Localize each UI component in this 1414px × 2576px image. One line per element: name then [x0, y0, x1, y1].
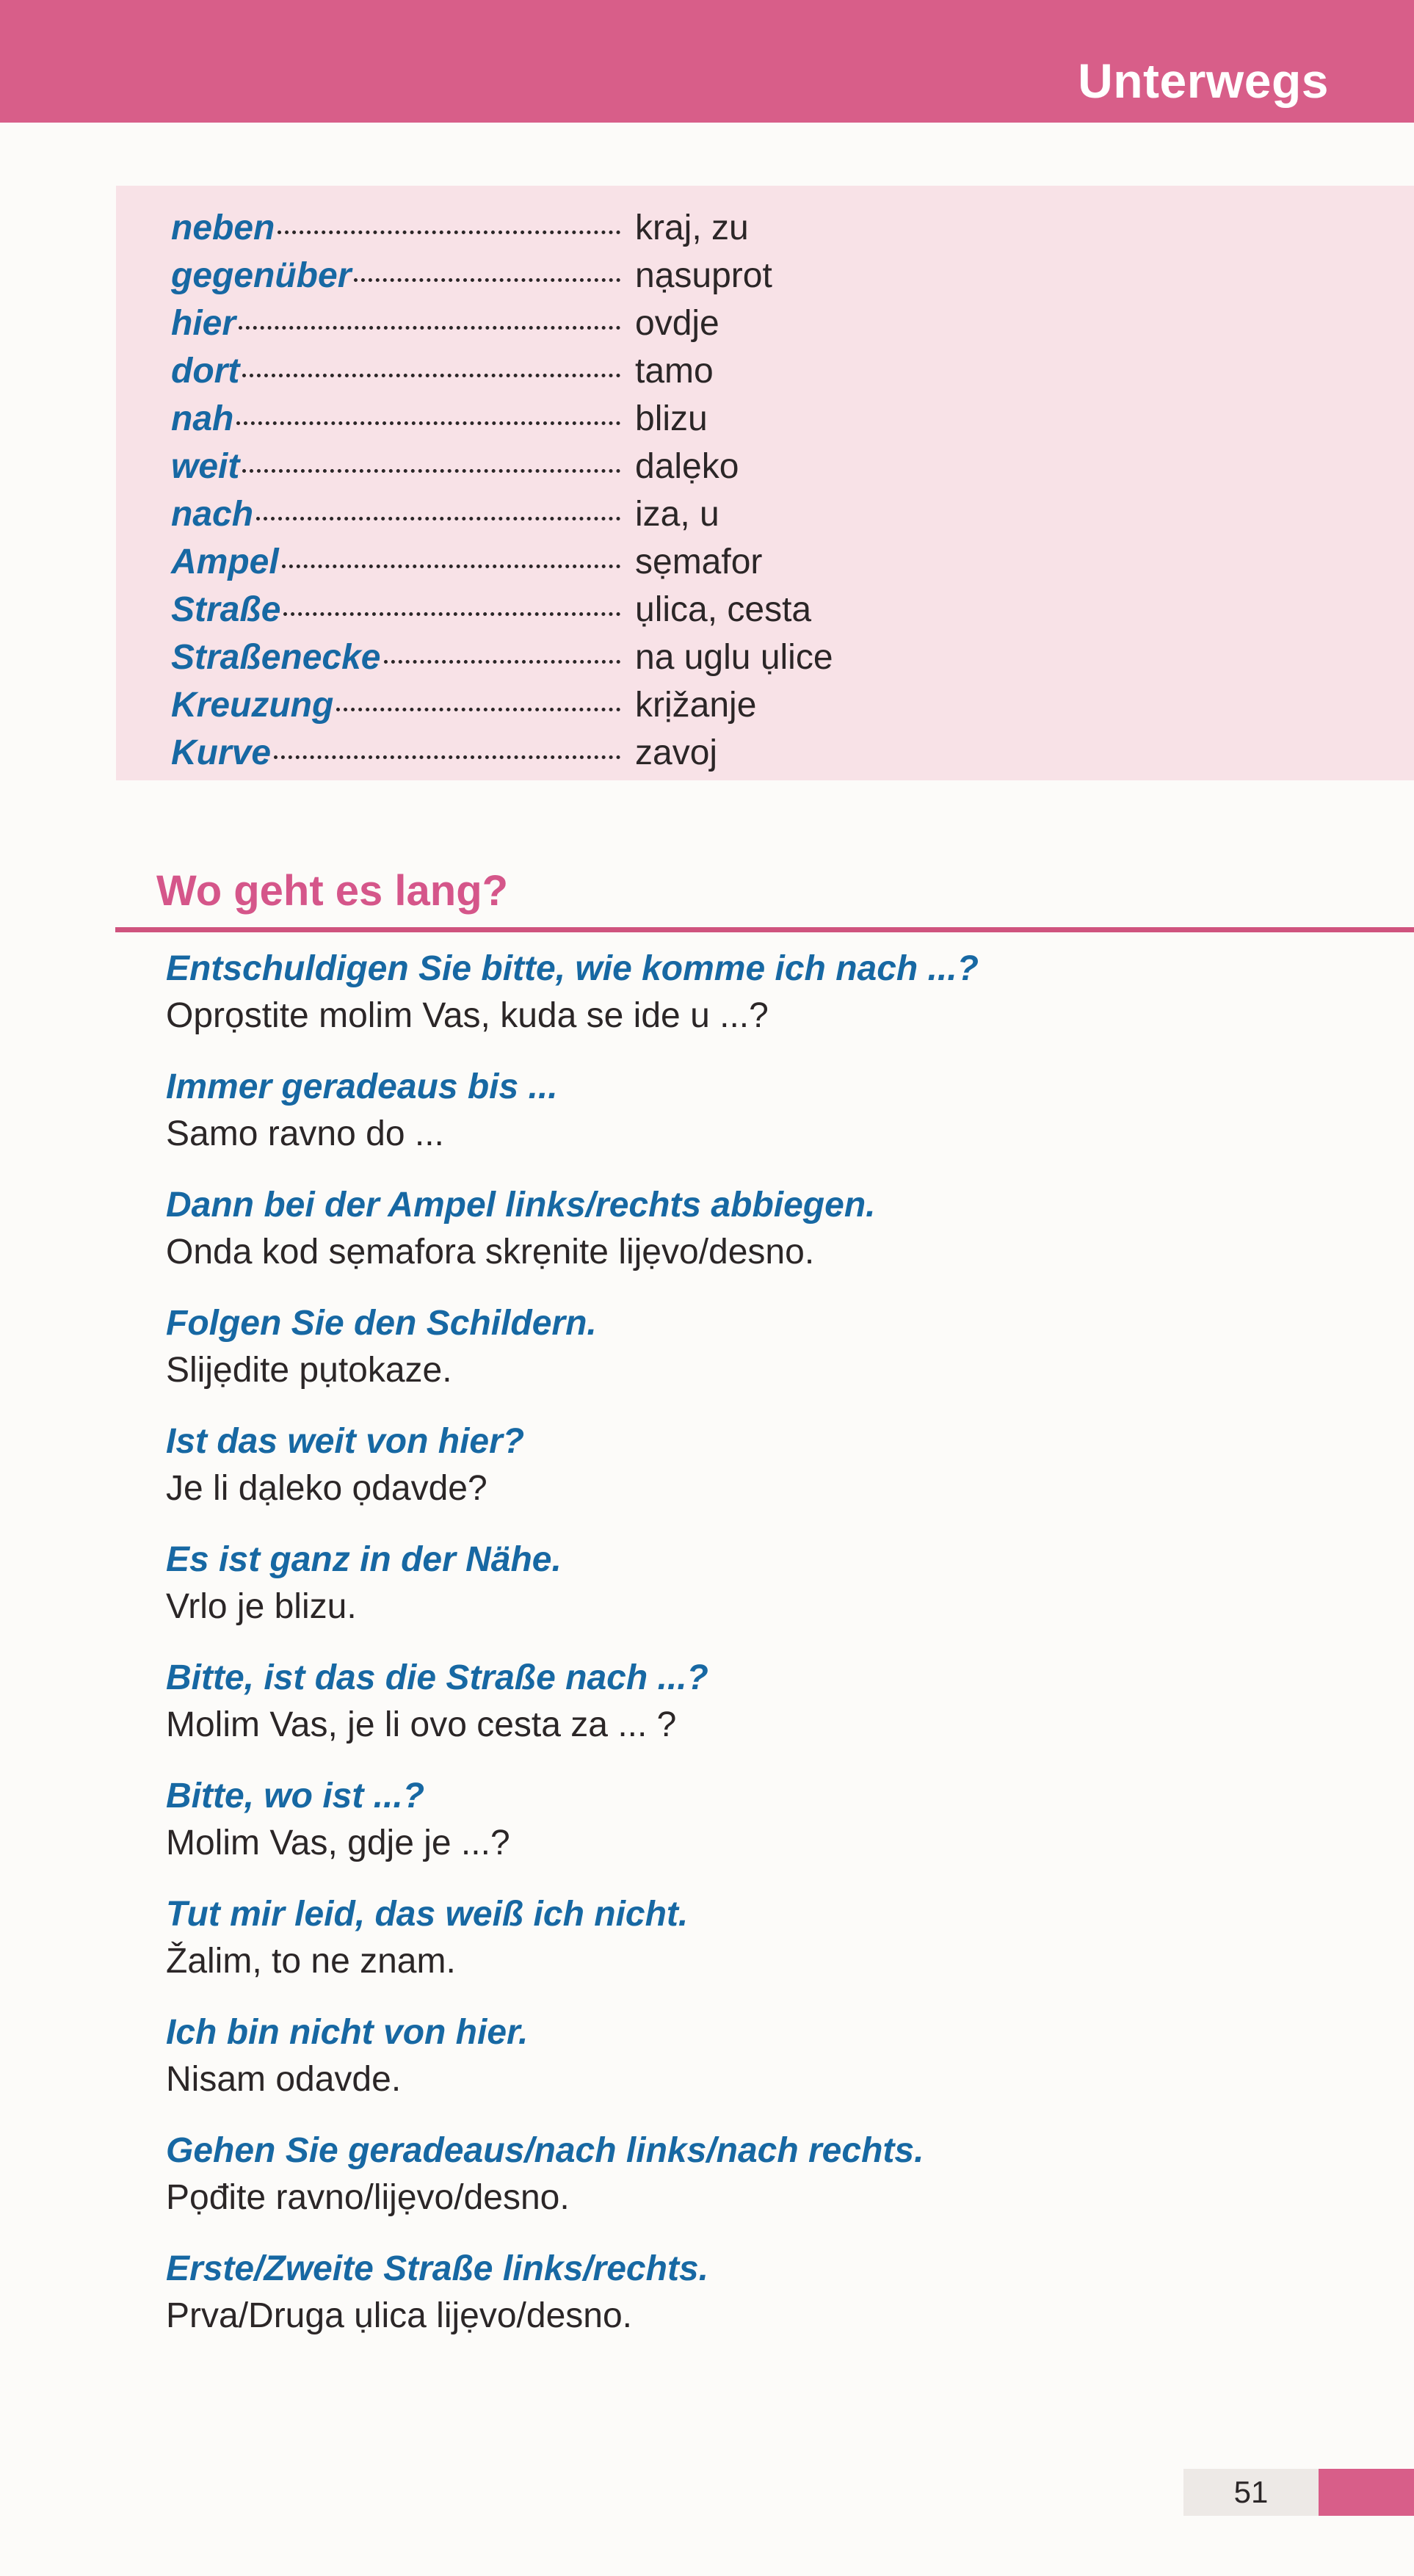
dotted-leader	[283, 612, 620, 616]
vocab-row	[171, 637, 1385, 685]
phrase-pair	[166, 1182, 1414, 1276]
phrase-pair	[166, 2009, 1414, 2103]
croatian-translation: ụlica, cesta	[635, 590, 812, 629]
german-phrase: Erste/Zweite Straße links/rechts.	[166, 2249, 708, 2288]
page-number: 51	[1233, 2475, 1269, 2509]
croatian-translation: ovdje	[635, 304, 719, 343]
croatian-phrase: Molim Vas, je li ovo cesta za ... ?	[166, 1705, 677, 1744]
croatian-phrase: Oprọstite molim Vas, kuda se ide u ...?	[166, 996, 769, 1035]
german-phrase: Es ist ganz in der Nähe.	[166, 1540, 562, 1579]
dotted-leader	[336, 707, 620, 711]
dotted-leader	[242, 373, 620, 377]
vocab-row	[171, 733, 1385, 780]
german-term: neben	[171, 208, 275, 247]
german-term: Kurve	[171, 733, 272, 772]
phrase-pair	[166, 1891, 1414, 1985]
german-phrase: Tut mir leid, das weiß ich nicht.	[166, 1895, 689, 1934]
german-phrase: Immer geradeaus bis ...	[166, 1067, 558, 1106]
croatian-phrase: Onda kod sẹmafora skrẹnite lijẹvo/desno.	[166, 1233, 815, 1271]
phrase-pair	[166, 1655, 1414, 1749]
vocab-row	[171, 542, 1385, 589]
dotted-leader	[239, 325, 620, 330]
page-number-box	[1183, 2469, 1319, 2516]
croatian-phrase: Pọđite ravno/lijẹvo/desno.	[166, 2178, 570, 2217]
croatian-phrase: Molim Vas, gdje je ...?	[166, 1824, 510, 1862]
german-term: dort	[171, 352, 240, 391]
vocab-row	[171, 303, 1385, 351]
croatian-phrase: Vrlo je blizu.	[166, 1587, 357, 1626]
german-phrase: Ist das weit von hier?	[166, 1422, 525, 1461]
page-footer	[1183, 2469, 1414, 2516]
dotted-leader	[278, 230, 620, 234]
croatian-translation: krịžanje	[635, 686, 757, 725]
croatian-translation: zavoj	[635, 733, 718, 772]
german-term: nach	[171, 495, 254, 534]
vocab-row	[171, 446, 1385, 494]
croatian-translation: sẹmafor	[635, 543, 763, 581]
phrase-pair	[166, 1536, 1414, 1630]
croatian-phrase: Slijẹdite pụtokaze.	[166, 1351, 452, 1390]
croatian-translation: nạsuprot	[635, 256, 772, 295]
german-term: Ampel	[171, 543, 279, 581]
dotted-leader	[274, 755, 620, 759]
dotted-leader	[236, 421, 620, 425]
german-phrase: Entschuldigen Sie bitte, wie komme ich nach ...?	[166, 949, 979, 988]
footer-accent-bar	[1319, 2469, 1414, 2516]
german-phrase: Gehen Sie geradeaus/nach links/nach rechts.	[166, 2131, 924, 2170]
header-band	[0, 0, 1414, 123]
croatian-translation: iza, u	[635, 495, 719, 534]
german-phrase: Bitte, ist das die Straße nach ...?	[166, 1658, 708, 1697]
croatian-phrase: Nisam odavde.	[166, 2060, 402, 2099]
croatian-translation: dalẹko	[635, 447, 739, 486]
german-term: Kreuzung	[171, 686, 334, 725]
vocab-row	[171, 494, 1385, 542]
phrase-pair	[166, 946, 1414, 1040]
croatian-translation: kraj, zu	[635, 208, 749, 247]
vocab-row	[171, 399, 1385, 446]
phrase-pair	[166, 1773, 1414, 1867]
dotted-leader	[242, 468, 620, 473]
croatian-phrase: Je li dạleko ọdavde?	[166, 1469, 487, 1508]
german-term: hier	[171, 304, 236, 343]
phrase-pair	[166, 1300, 1414, 1394]
vocab-row	[171, 589, 1385, 637]
phrase-pair	[166, 2246, 1414, 2340]
croatian-phrase: Prva/Druga ụlica lijẹvo/desno.	[166, 2296, 632, 2335]
page-title: Unterwegs	[1078, 54, 1329, 108]
croatian-translation: tamo	[635, 352, 714, 391]
vocab-row	[171, 351, 1385, 399]
vocab-row	[171, 685, 1385, 733]
german-phrase: Bitte, wo ist ...?	[166, 1777, 425, 1815]
german-term: weit	[171, 447, 240, 486]
phrase-pair	[166, 1064, 1414, 1158]
dotted-leader	[384, 659, 621, 664]
vocab-row	[171, 255, 1385, 303]
phrase-list	[166, 946, 1414, 2340]
croatian-phrase: Žalim, to ne znam.	[166, 1942, 456, 1981]
croatian-phrase: Samo ravno do ...	[166, 1114, 444, 1153]
german-term: gegenüber	[171, 256, 352, 295]
croatian-translation: blizu	[635, 399, 708, 438]
german-phrase: Ich bin nicht von hier.	[166, 2013, 529, 2052]
section-heading: Wo geht es lang?	[156, 867, 509, 915]
german-term: Straßenecke	[171, 638, 381, 677]
german-phrase: Dann bei der Ampel links/rechts abbiegen.	[166, 1186, 876, 1224]
phrase-pair	[166, 2127, 1414, 2221]
german-term: Straße	[171, 590, 281, 629]
section-divider	[115, 927, 1414, 932]
phrase-pair	[166, 1418, 1414, 1512]
german-phrase: Folgen Sie den Schildern.	[166, 1304, 597, 1343]
dotted-leader	[354, 277, 620, 282]
vocab-box	[116, 186, 1414, 780]
dotted-leader	[256, 516, 620, 520]
vocab-row	[171, 208, 1385, 255]
dotted-leader	[282, 564, 620, 568]
croatian-translation: na uglu ụlice	[635, 638, 833, 677]
german-term: nah	[171, 399, 234, 438]
